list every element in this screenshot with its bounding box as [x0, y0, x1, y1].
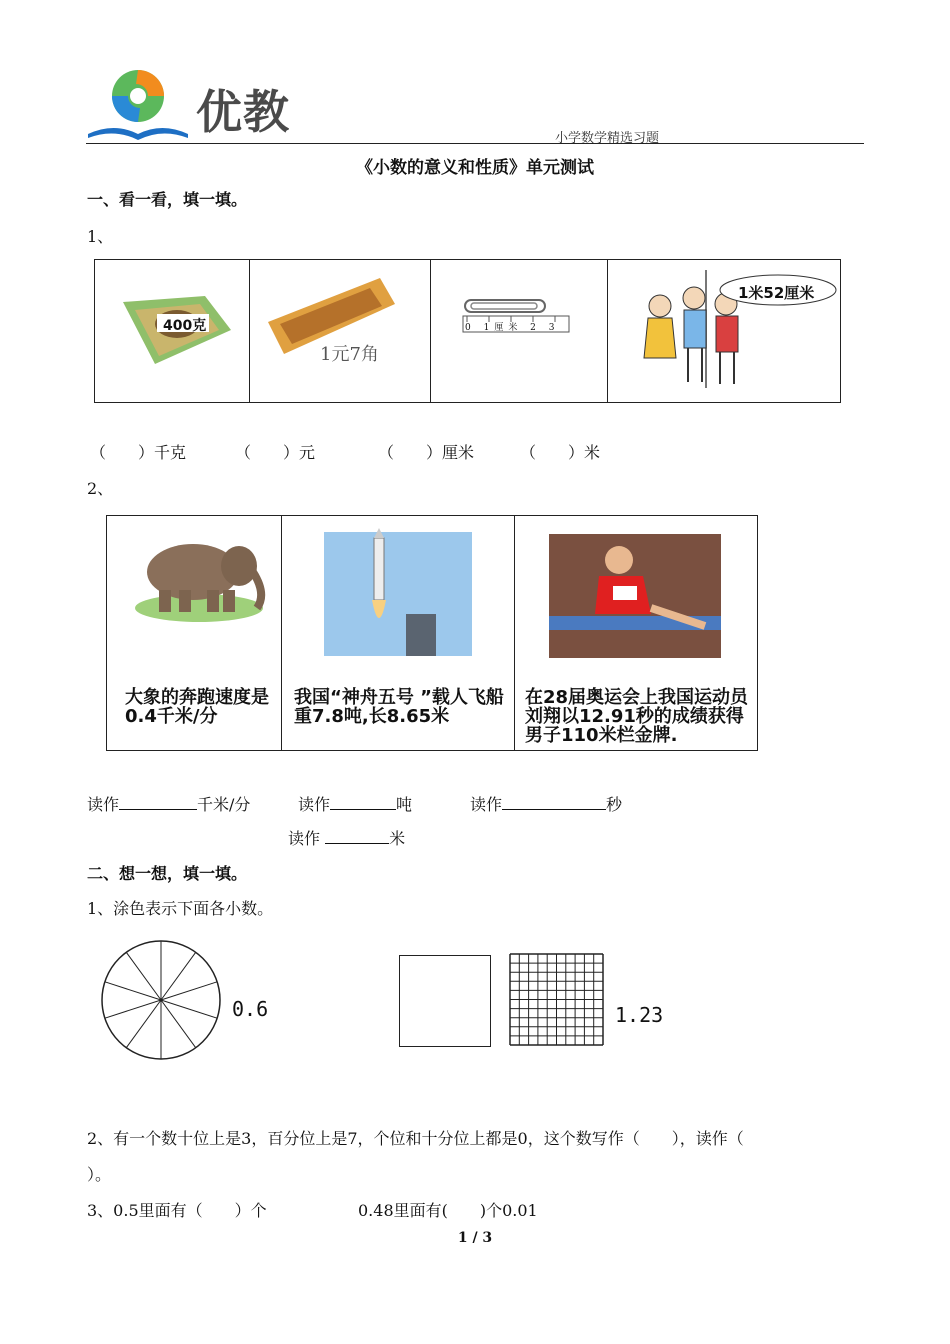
logo-text: 优教 [196, 85, 290, 139]
s2-q2-line1: 2、有一个数十位上是3，百分位上是7，个位和十分位上都是0，这个数写作（ ），读作（ [87, 1129, 744, 1148]
q1-cell-1 [95, 260, 250, 403]
read-as-suffix: 千米/分 [197, 795, 251, 814]
cookie-bar-tag: 1元7角 [320, 344, 379, 365]
read-as-prefix: 读作 [87, 795, 120, 814]
s2-q2-line2: ）。 [87, 1165, 112, 1184]
page-number: 1 / 3 [457, 1230, 493, 1246]
read-as-speed [87, 792, 250, 815]
s2-q3-part1: 3、0.5里面有（ ）个 [87, 1201, 267, 1220]
circle-value: 0.6 [232, 997, 269, 1021]
ruler-tag: 0 1厘米 2 3 [465, 323, 560, 333]
q2-cell-hurdler [515, 516, 758, 751]
q1-answer-m[interactable]: （ ）米 [520, 443, 601, 462]
read-as-prefix: 读作 [470, 795, 503, 814]
q1-cell-4 [608, 260, 841, 403]
s2-q1-text: 1、涂色表示下面各小数。 [87, 899, 274, 918]
header-subtitle: 小学数学精选习题 [555, 131, 660, 146]
q1-image-table [94, 259, 841, 403]
read-as-speed-blank[interactable] [119, 795, 197, 810]
s2-q3-part2: 0.48里面有( )个0.01 [358, 1201, 538, 1220]
read-as-suffix: 米 [389, 829, 406, 848]
q2-cell-rocket [282, 516, 515, 751]
q1-cell-3 [431, 260, 608, 403]
q1-label: 1、 [87, 227, 114, 246]
logo [86, 62, 296, 142]
read-as-suffix: 秒 [606, 795, 623, 814]
elephant-caption: 大象的奔跑速度是0.4千米/分 [125, 687, 269, 727]
read-as-time-blank[interactable] [502, 795, 606, 810]
read-as-weight-blank[interactable] [330, 795, 396, 810]
hurdler-caption: 在28届奥运会上我国运动员刘翔以12.91秒的成绩获得男子110米栏金牌. [525, 687, 749, 746]
q1-answer-yuan[interactable]: （ ）元 [235, 443, 316, 462]
unit-square[interactable] [399, 955, 491, 1047]
read-as-prefix: 读作 [288, 829, 321, 848]
header-divider [86, 143, 864, 144]
read-as-length [288, 826, 405, 849]
height-tag: 1米52厘米 [738, 284, 815, 302]
cookie-bar-image [250, 260, 430, 398]
rocket-caption: 我国“神舟五号 ”载人飞船重7.8吨,长8.65米 [294, 687, 504, 727]
q2-label: 2、 [87, 479, 114, 498]
q1-answer-kg[interactable]: （ ）千克 [90, 443, 187, 462]
q1-answer-cm[interactable]: （ ）厘米 [378, 443, 475, 462]
section1-heading: 一、看一看，填一填。 [87, 190, 248, 209]
read-as-prefix: 读作 [298, 795, 331, 814]
q2-cell-elephant [107, 516, 282, 751]
read-as-time [470, 792, 622, 815]
page-title: 《小数的意义和性质》单元测试 [356, 158, 594, 178]
logo-swirl-icon [86, 62, 196, 142]
children-measuring-height-image [608, 260, 840, 398]
read-as-length-blank[interactable] [325, 829, 389, 844]
section2-heading: 二、想一想，填一填。 [87, 864, 248, 883]
read-as-suffix: 吨 [396, 795, 413, 814]
q1-cell-2 [250, 260, 431, 403]
food-bag-tag: 400克 [163, 318, 207, 334]
circle-ten-parts[interactable] [99, 938, 223, 1062]
read-as-weight [298, 792, 412, 815]
grid-value: 1.23 [615, 1003, 664, 1027]
hundred-grid[interactable] [509, 953, 604, 1046]
q2-image-table [106, 515, 758, 751]
